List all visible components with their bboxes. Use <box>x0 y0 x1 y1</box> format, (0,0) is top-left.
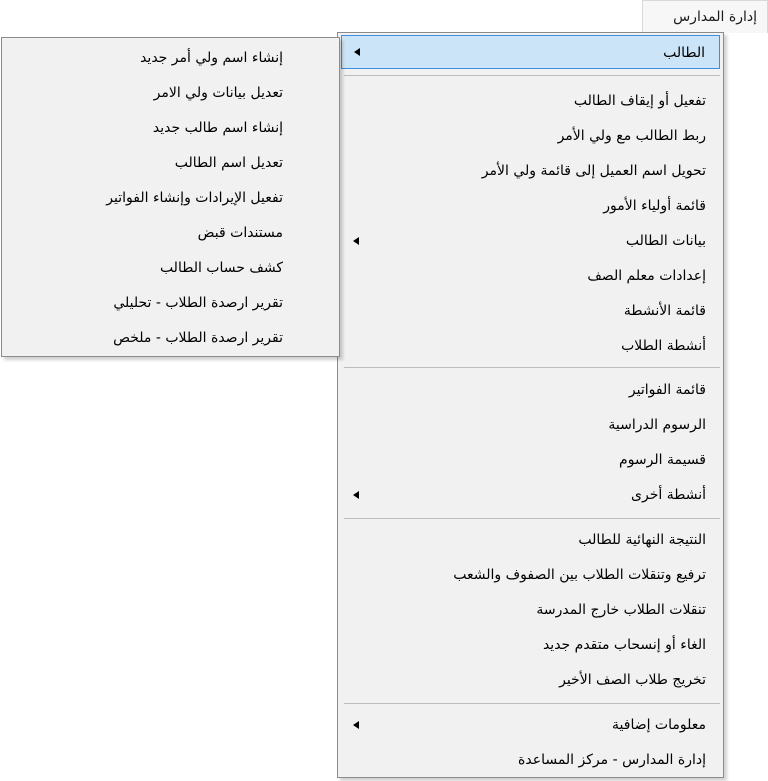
submenu-arrow-icon <box>353 237 359 245</box>
menu-item-label: تقرير ارصدة الطلاب - تحليلي <box>113 295 283 311</box>
menu-item-label: ربط الطالب مع ولي الأمر <box>557 128 706 144</box>
menu-item-label: إنشاء اسم ولي أمر جديد <box>140 50 283 66</box>
menu-separator <box>344 518 720 519</box>
menu-item-label: تعديل اسم الطالب <box>174 155 283 171</box>
menubar-school-management[interactable] <box>642 0 768 33</box>
menu-item-label: مستندات قبض <box>197 225 283 241</box>
menu-item-label: النتيجة النهائية للطالب <box>578 532 706 548</box>
main-menu <box>337 32 724 778</box>
student-submenu <box>1 37 340 357</box>
menu-item-label: تعديل بيانات ولي الامر <box>153 85 283 101</box>
submenu-arrow-icon <box>354 48 360 56</box>
menu-item-label: تخريج طلاب الصف الأخير <box>559 672 706 688</box>
submenu-arrow-icon <box>353 491 359 499</box>
menu-item-fee-voucher[interactable] <box>341 443 720 477</box>
menu-item-label: تحويل اسم العميل إلى قائمة ولي الأمر <box>481 163 706 179</box>
menu-item-convert-customer-to-guardian[interactable] <box>341 154 720 188</box>
menu-item-label: الرسوم الدراسية <box>608 417 706 433</box>
submenu-item-balances-report-summary[interactable] <box>2 321 339 355</box>
menubar-title: إدارة المدارس <box>673 9 757 25</box>
menu-item-other-activities[interactable] <box>341 478 720 512</box>
menu-item-cancel-withdraw-applicant[interactable] <box>341 628 720 662</box>
menu-separator <box>344 703 720 704</box>
menu-item-additional-info[interactable] <box>341 708 720 742</box>
menu-item-label: قائمة الفواتير <box>628 382 706 398</box>
submenu-item-new-guardian[interactable] <box>2 41 339 75</box>
menu-item-final-student-result[interactable] <box>341 523 720 557</box>
menu-item-label: أنشطة الطلاب <box>621 338 706 354</box>
menu-item-label: ترفيع وتنقلات الطلاب بين الصفوف والشعب <box>453 567 706 583</box>
menu-item-label: أنشطة أخرى <box>631 487 706 503</box>
menu-item-label: الطالب <box>663 45 705 61</box>
menu-item-link-student-guardian[interactable] <box>341 119 720 153</box>
menu-item-student[interactable] <box>341 35 720 69</box>
menu-item-student-data[interactable] <box>341 224 720 258</box>
submenu-item-activate-revenue-invoices[interactable] <box>2 181 339 215</box>
menu-separator <box>344 367 720 368</box>
menu-item-invoices-list[interactable] <box>341 373 720 407</box>
menu-item-label: تقرير ارصدة الطلاب - ملخص <box>113 330 283 346</box>
menu-item-activities-list[interactable] <box>341 294 720 328</box>
menu-item-label: تنقلات الطلاب خارج المدرسة <box>536 602 706 618</box>
submenu-item-edit-student-name[interactable] <box>2 146 339 180</box>
menu-item-help-center[interactable] <box>341 743 720 777</box>
menu-item-label: بيانات الطالب <box>625 233 706 249</box>
menu-item-label: الغاء أو إنسحاب متقدم جديد <box>542 637 706 653</box>
submenu-item-balances-report-detailed[interactable] <box>2 286 339 320</box>
submenu-item-student-account-statement[interactable] <box>2 251 339 285</box>
menu-item-tuition-fees[interactable] <box>341 408 720 442</box>
menu-item-label: تفعيل الإيرادات وإنشاء الفواتير <box>106 190 283 206</box>
menu-separator <box>344 75 720 76</box>
menu-item-graduate-final-class[interactable] <box>341 663 720 697</box>
menu-item-promote-transfer-students[interactable] <box>341 558 720 592</box>
menu-item-label: إنشاء اسم طالب جديد <box>152 120 283 136</box>
menu-item-label: قسيمة الرسوم <box>619 452 706 468</box>
menu-item-label: تفعيل أو إيقاف الطالب <box>573 93 706 109</box>
menu-item-class-teacher-settings[interactable] <box>341 259 720 293</box>
menu-item-label: قائمة الأنشطة <box>623 303 706 319</box>
menu-item-student-activities[interactable] <box>341 329 720 363</box>
submenu-item-edit-guardian[interactable] <box>2 76 339 110</box>
menu-item-label: إدارة المدارس - مركز المساعدة <box>518 752 706 768</box>
menu-item-activate-suspend-student[interactable] <box>341 84 720 118</box>
menu-item-guardians-list[interactable] <box>341 189 720 223</box>
menu-item-label: إعدادات معلم الصف <box>587 268 706 284</box>
menu-item-label: قائمة أولياء الأمور <box>603 198 706 214</box>
menu-item-transfers-outside-school[interactable] <box>341 593 720 627</box>
menu-item-label: كشف حساب الطالب <box>159 260 283 276</box>
submenu-arrow-icon <box>353 721 359 729</box>
submenu-item-new-student[interactable] <box>2 111 339 145</box>
submenu-item-receipt-documents[interactable] <box>2 216 339 250</box>
menu-item-label: معلومات إضافية <box>612 717 706 733</box>
